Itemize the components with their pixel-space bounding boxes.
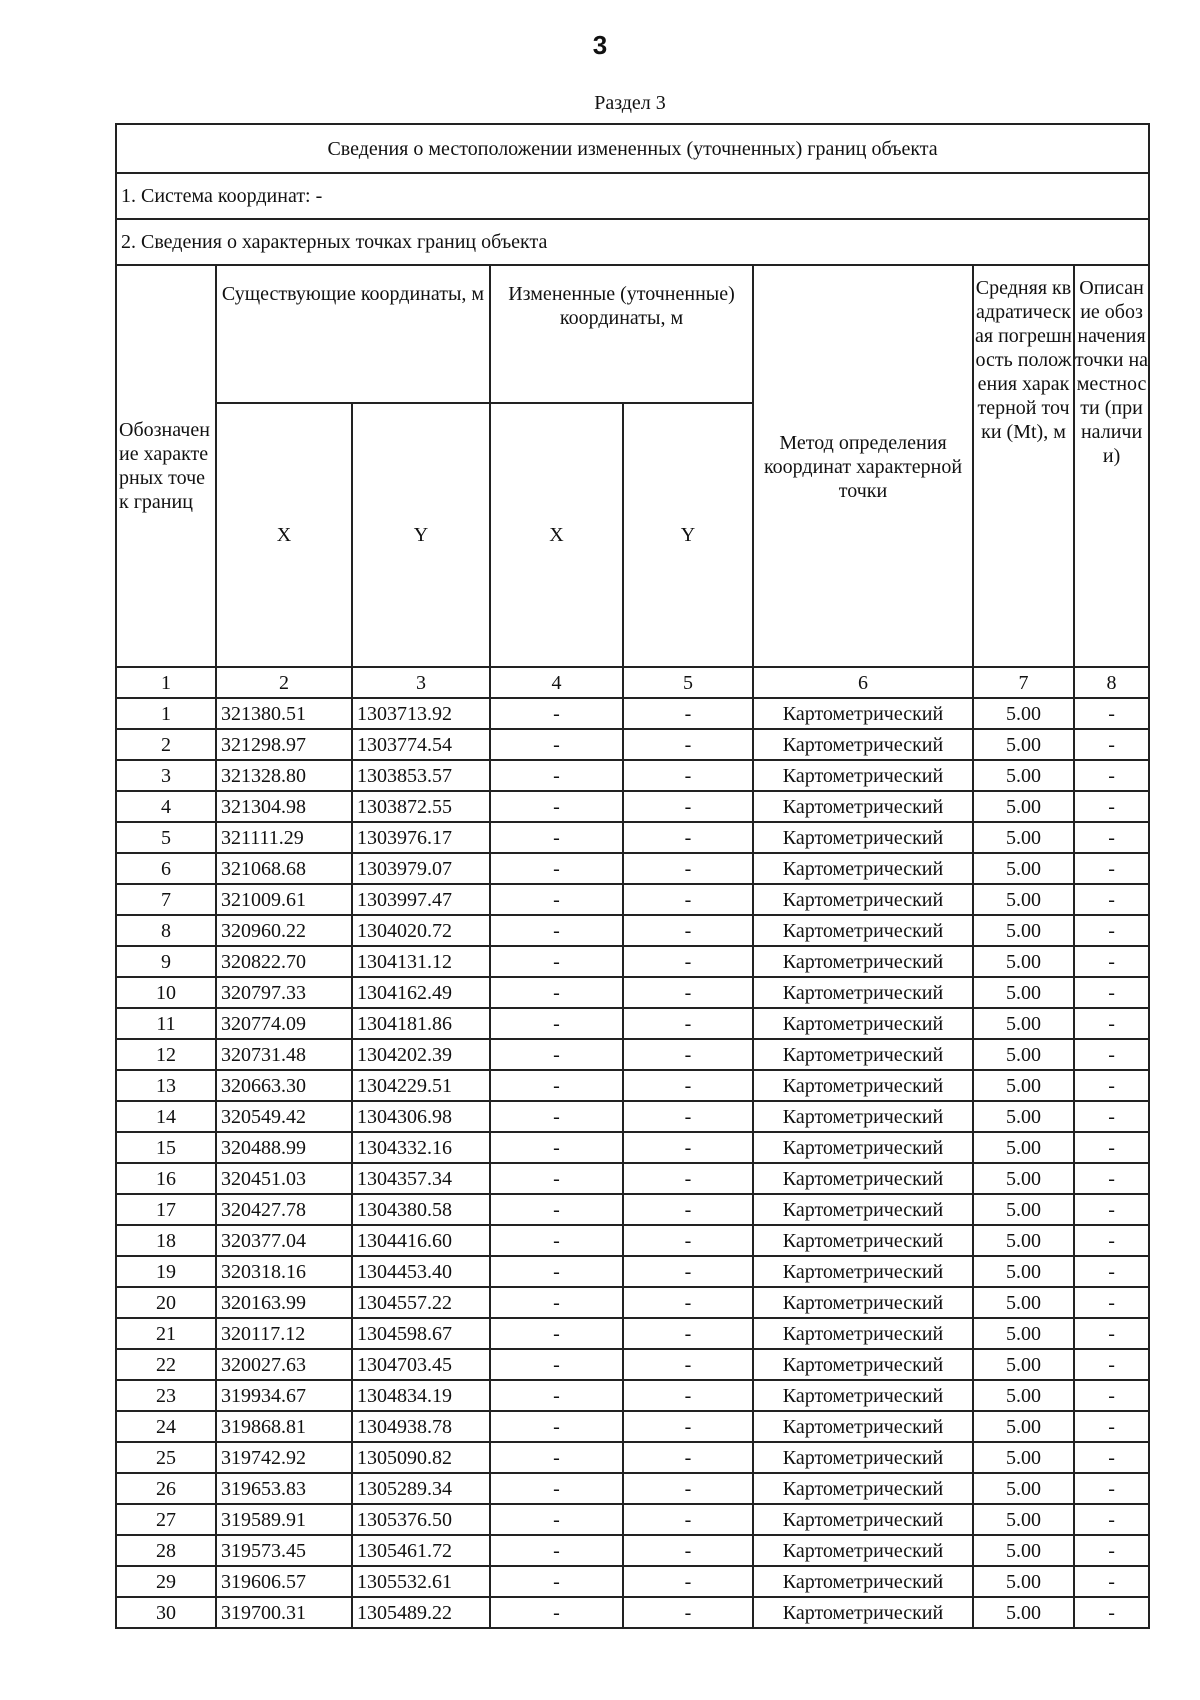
cell-mean-error: 5.00	[973, 1101, 1074, 1132]
table-row	[116, 1287, 1149, 1318]
cell-existing-y: 1305376.50	[352, 1504, 490, 1535]
cell-existing-x: 321328.80	[216, 760, 352, 791]
cell-existing-y: 1305461.72	[352, 1535, 490, 1566]
cell-description: -	[1074, 1163, 1149, 1194]
table-row	[116, 1163, 1149, 1194]
cell-method: Картометрический	[753, 946, 973, 977]
cell-changed-y: -	[623, 1039, 753, 1070]
cell-description: -	[1074, 729, 1149, 760]
cell-mean-error: 5.00	[973, 1318, 1074, 1349]
cell-method: Картометрический	[753, 1473, 973, 1504]
cell-changed-y: -	[623, 1380, 753, 1411]
cell-method: Картометрический	[753, 977, 973, 1008]
cell-method: Картометрический	[753, 1039, 973, 1070]
table-row	[116, 1225, 1149, 1256]
cell-existing-x: 320822.70	[216, 946, 352, 977]
cell-changed-y: -	[623, 1349, 753, 1380]
cell-mean-error: 5.00	[973, 1194, 1074, 1225]
cell-existing-y: 1303853.57	[352, 760, 490, 791]
cell-existing-y: 1304306.98	[352, 1101, 490, 1132]
cell-point-number: 1	[116, 698, 216, 729]
cell-method: Картометрический	[753, 853, 973, 884]
cell-changed-y: -	[623, 1070, 753, 1101]
page-number: 3	[592, 30, 608, 60]
cell-existing-x: 320318.16	[216, 1256, 352, 1287]
cell-point-number: 19	[116, 1256, 216, 1287]
cell-mean-error: 5.00	[973, 1473, 1074, 1504]
cell-existing-y: 1303979.07	[352, 853, 490, 884]
cell-existing-y: 1304131.12	[352, 946, 490, 977]
cell-mean-error: 5.00	[973, 1039, 1074, 1070]
cell-mean-error: 5.00	[973, 1163, 1074, 1194]
cell-changed-x: -	[490, 729, 623, 760]
table-row	[116, 977, 1149, 1008]
cell-changed-y: -	[623, 884, 753, 915]
cell-existing-x: 321380.51	[216, 698, 352, 729]
cell-existing-x: 320488.99	[216, 1132, 352, 1163]
cell-existing-x: 319653.83	[216, 1473, 352, 1504]
cell-existing-x: 320163.99	[216, 1287, 352, 1318]
cell-method: Картометрический	[753, 1318, 973, 1349]
cell-changed-x: -	[490, 1349, 623, 1380]
cell-mean-error: 5.00	[973, 1008, 1074, 1039]
cell-changed-y: -	[623, 1535, 753, 1566]
cell-mean-error: 5.00	[973, 791, 1074, 822]
header-method: Метод определения координат характерной точки	[753, 265, 973, 667]
table-row	[116, 698, 1149, 729]
cell-existing-x: 320797.33	[216, 977, 352, 1008]
cell-existing-x: 320960.22	[216, 915, 352, 946]
cell-existing-x: 320451.03	[216, 1163, 352, 1194]
cell-mean-error: 5.00	[973, 1287, 1074, 1318]
cell-changed-x: -	[490, 1008, 623, 1039]
cell-point-number: 21	[116, 1318, 216, 1349]
cell-method: Картометрический	[753, 1101, 973, 1132]
cell-mean-error: 5.00	[973, 698, 1074, 729]
cell-existing-x: 320427.78	[216, 1194, 352, 1225]
cell-existing-y: 1304357.34	[352, 1163, 490, 1194]
column-number: 5	[623, 667, 753, 698]
cell-existing-x: 319606.57	[216, 1566, 352, 1597]
cell-existing-y: 1304938.78	[352, 1411, 490, 1442]
cell-description: -	[1074, 884, 1149, 915]
cell-changed-y: -	[623, 791, 753, 822]
cell-existing-x: 319700.31	[216, 1597, 352, 1628]
cell-changed-y: -	[623, 1008, 753, 1039]
cell-changed-y: -	[623, 729, 753, 760]
cell-existing-y: 1304202.39	[352, 1039, 490, 1070]
header-existing-y: Y	[352, 403, 490, 667]
coordinate-system: 1. Система координат: -	[116, 173, 1149, 219]
header-point-designation: Обозначение характерных точек границ	[116, 265, 216, 667]
cell-changed-y: -	[623, 1566, 753, 1597]
cell-mean-error: 5.00	[973, 1349, 1074, 1380]
cell-description: -	[1074, 1504, 1149, 1535]
cell-description: -	[1074, 1411, 1149, 1442]
cell-existing-x: 319934.67	[216, 1380, 352, 1411]
table-row	[116, 1504, 1149, 1535]
cell-method: Картометрический	[753, 1256, 973, 1287]
cell-description: -	[1074, 1039, 1149, 1070]
cell-changed-y: -	[623, 1163, 753, 1194]
table-row	[116, 1597, 1149, 1628]
cell-method: Картометрический	[753, 1287, 973, 1318]
cell-existing-y: 1304834.19	[352, 1380, 490, 1411]
cell-existing-x: 319868.81	[216, 1411, 352, 1442]
table-row	[116, 760, 1149, 791]
cell-point-number: 15	[116, 1132, 216, 1163]
cell-method: Картометрический	[753, 729, 973, 760]
cell-description: -	[1074, 1194, 1149, 1225]
cell-method: Картометрический	[753, 1349, 973, 1380]
cell-description: -	[1074, 1008, 1149, 1039]
boundary-points-table	[115, 123, 1150, 1629]
cell-changed-x: -	[490, 1070, 623, 1101]
cell-mean-error: 5.00	[973, 1132, 1074, 1163]
table-row	[116, 1535, 1149, 1566]
cell-changed-x: -	[490, 1132, 623, 1163]
cell-changed-x: -	[490, 1225, 623, 1256]
header-changed-coordinates: Измененные (уточненные) координаты, м	[490, 265, 753, 403]
column-number: 3	[352, 667, 490, 698]
cell-changed-x: -	[490, 1039, 623, 1070]
cell-point-number: 5	[116, 822, 216, 853]
cell-point-number: 25	[116, 1442, 216, 1473]
cell-description: -	[1074, 791, 1149, 822]
cell-changed-y: -	[623, 1256, 753, 1287]
cell-mean-error: 5.00	[973, 1442, 1074, 1473]
cell-description: -	[1074, 1225, 1149, 1256]
cell-existing-y: 1304416.60	[352, 1225, 490, 1256]
cell-method: Картометрический	[753, 698, 973, 729]
table-row	[116, 853, 1149, 884]
cell-point-number: 26	[116, 1473, 216, 1504]
cell-changed-y: -	[623, 1101, 753, 1132]
cell-method: Картометрический	[753, 1597, 973, 1628]
cell-changed-y: -	[623, 853, 753, 884]
table-row	[116, 1101, 1149, 1132]
table-row	[116, 946, 1149, 977]
cell-method: Картометрический	[753, 822, 973, 853]
table-row	[116, 1256, 1149, 1287]
cell-existing-y: 1305090.82	[352, 1442, 490, 1473]
cell-changed-x: -	[490, 760, 623, 791]
cell-point-number: 20	[116, 1287, 216, 1318]
cell-description: -	[1074, 760, 1149, 791]
cell-existing-y: 1303976.17	[352, 822, 490, 853]
cell-changed-y: -	[623, 1442, 753, 1473]
table-row	[116, 1194, 1149, 1225]
cell-changed-y: -	[623, 1411, 753, 1442]
cell-existing-y: 1303774.54	[352, 729, 490, 760]
cell-point-number: 13	[116, 1070, 216, 1101]
cell-mean-error: 5.00	[973, 1535, 1074, 1566]
cell-mean-error: 5.00	[973, 1504, 1074, 1535]
cell-point-number: 28	[116, 1535, 216, 1566]
cell-mean-error: 5.00	[973, 1256, 1074, 1287]
cell-existing-x: 321009.61	[216, 884, 352, 915]
cell-existing-x: 321304.98	[216, 791, 352, 822]
cell-changed-x: -	[490, 1101, 623, 1132]
cell-existing-x: 320663.30	[216, 1070, 352, 1101]
table-row	[116, 1566, 1149, 1597]
cell-changed-x: -	[490, 884, 623, 915]
cell-point-number: 10	[116, 977, 216, 1008]
cell-changed-x: -	[490, 1473, 623, 1504]
cell-description: -	[1074, 822, 1149, 853]
cell-existing-y: 1304380.58	[352, 1194, 490, 1225]
cell-mean-error: 5.00	[973, 822, 1074, 853]
table-row	[116, 884, 1149, 915]
cell-point-number: 12	[116, 1039, 216, 1070]
cell-changed-y: -	[623, 1597, 753, 1628]
cell-mean-error: 5.00	[973, 853, 1074, 884]
cell-method: Картометрический	[753, 1442, 973, 1473]
table-row	[116, 1442, 1149, 1473]
cell-existing-x: 321068.68	[216, 853, 352, 884]
cell-method: Картометрический	[753, 1566, 973, 1597]
cell-changed-y: -	[623, 1194, 753, 1225]
header-changed-x: X	[490, 403, 623, 667]
cell-point-number: 18	[116, 1225, 216, 1256]
cell-changed-y: -	[623, 1473, 753, 1504]
cell-description: -	[1074, 1535, 1149, 1566]
cell-mean-error: 5.00	[973, 1225, 1074, 1256]
points-info-heading: 2. Сведения о характерных точках границ объекта	[116, 219, 1149, 265]
cell-changed-x: -	[490, 1380, 623, 1411]
cell-description: -	[1074, 1318, 1149, 1349]
cell-point-number: 2	[116, 729, 216, 760]
cell-point-number: 24	[116, 1411, 216, 1442]
table-row	[116, 1039, 1149, 1070]
cell-method: Картометрический	[753, 884, 973, 915]
cell-existing-y: 1304703.45	[352, 1349, 490, 1380]
table-row	[116, 1132, 1149, 1163]
table-row	[116, 1070, 1149, 1101]
header-existing-coordinates: Существующие координаты, м	[216, 265, 490, 403]
cell-existing-x: 320549.42	[216, 1101, 352, 1132]
cell-changed-y: -	[623, 1225, 753, 1256]
column-number: 6	[753, 667, 973, 698]
cell-description: -	[1074, 1287, 1149, 1318]
cell-description: -	[1074, 1070, 1149, 1101]
cell-mean-error: 5.00	[973, 915, 1074, 946]
cell-changed-x: -	[490, 1256, 623, 1287]
cell-existing-y: 1304557.22	[352, 1287, 490, 1318]
cell-description: -	[1074, 977, 1149, 1008]
cell-changed-x: -	[490, 1535, 623, 1566]
cell-changed-x: -	[490, 1287, 623, 1318]
cell-description: -	[1074, 1442, 1149, 1473]
column-number: 8	[1074, 667, 1149, 698]
table-row	[116, 1411, 1149, 1442]
cell-existing-x: 319589.91	[216, 1504, 352, 1535]
cell-description: -	[1074, 853, 1149, 884]
cell-mean-error: 5.00	[973, 1597, 1074, 1628]
table-row	[116, 1380, 1149, 1411]
cell-point-number: 29	[116, 1566, 216, 1597]
table-row	[116, 822, 1149, 853]
cell-existing-x: 321298.97	[216, 729, 352, 760]
cell-mean-error: 5.00	[973, 977, 1074, 1008]
cell-existing-y: 1304229.51	[352, 1070, 490, 1101]
table-row	[116, 791, 1149, 822]
cell-description: -	[1074, 1132, 1149, 1163]
cell-changed-y: -	[623, 1318, 753, 1349]
section-title: Раздел 3	[594, 92, 666, 114]
cell-method: Картометрический	[753, 1070, 973, 1101]
cell-existing-x: 320027.63	[216, 1349, 352, 1380]
cell-changed-y: -	[623, 1504, 753, 1535]
cell-point-number: 6	[116, 853, 216, 884]
cell-changed-x: -	[490, 1597, 623, 1628]
cell-method: Картометрический	[753, 1163, 973, 1194]
cell-method: Картометрический	[753, 760, 973, 791]
table-row	[116, 1318, 1149, 1349]
cell-point-number: 8	[116, 915, 216, 946]
cell-description: -	[1074, 915, 1149, 946]
cell-changed-x: -	[490, 1194, 623, 1225]
table-row	[116, 1473, 1149, 1504]
cell-changed-x: -	[490, 977, 623, 1008]
cell-existing-y: 1303713.92	[352, 698, 490, 729]
cell-point-number: 4	[116, 791, 216, 822]
cell-point-number: 11	[116, 1008, 216, 1039]
cell-mean-error: 5.00	[973, 729, 1074, 760]
table-row	[116, 729, 1149, 760]
cell-changed-x: -	[490, 1504, 623, 1535]
cell-changed-x: -	[490, 1442, 623, 1473]
table-row	[116, 1349, 1149, 1380]
cell-point-number: 9	[116, 946, 216, 977]
cell-description: -	[1074, 1473, 1149, 1504]
cell-changed-x: -	[490, 791, 623, 822]
cell-description: -	[1074, 1566, 1149, 1597]
cell-point-number: 16	[116, 1163, 216, 1194]
cell-point-number: 17	[116, 1194, 216, 1225]
cell-existing-y: 1304181.86	[352, 1008, 490, 1039]
cell-existing-x: 320731.48	[216, 1039, 352, 1070]
cell-description: -	[1074, 1380, 1149, 1411]
cell-existing-y: 1305532.61	[352, 1566, 490, 1597]
cell-existing-x: 319742.92	[216, 1442, 352, 1473]
table-title: Сведения о местоположении измененных (уточненных) границ объекта	[116, 124, 1149, 173]
cell-method: Картометрический	[753, 915, 973, 946]
cell-mean-error: 5.00	[973, 1070, 1074, 1101]
cell-mean-error: 5.00	[973, 946, 1074, 977]
cell-description: -	[1074, 1597, 1149, 1628]
cell-existing-y: 1303997.47	[352, 884, 490, 915]
cell-method: Картометрический	[753, 1008, 973, 1039]
cell-method: Картометрический	[753, 791, 973, 822]
cell-existing-x: 321111.29	[216, 822, 352, 853]
cell-method: Картометрический	[753, 1132, 973, 1163]
cell-changed-x: -	[490, 853, 623, 884]
header-error: Средняя квадратическая погрешность положения характерной точки (Mt), м	[973, 265, 1074, 667]
cell-existing-y: 1304162.49	[352, 977, 490, 1008]
cell-point-number: 22	[116, 1349, 216, 1380]
cell-method: Картометрический	[753, 1225, 973, 1256]
column-number: 7	[973, 667, 1074, 698]
cell-changed-y: -	[623, 915, 753, 946]
cell-existing-y: 1304332.16	[352, 1132, 490, 1163]
cell-existing-x: 320774.09	[216, 1008, 352, 1039]
cell-mean-error: 5.00	[973, 884, 1074, 915]
cell-existing-y: 1303872.55	[352, 791, 490, 822]
cell-description: -	[1074, 1256, 1149, 1287]
cell-changed-y: -	[623, 977, 753, 1008]
cell-changed-y: -	[623, 1287, 753, 1318]
column-number: 2	[216, 667, 352, 698]
cell-changed-x: -	[490, 1163, 623, 1194]
cell-existing-y: 1305289.34	[352, 1473, 490, 1504]
cell-changed-x: -	[490, 698, 623, 729]
cell-changed-x: -	[490, 1318, 623, 1349]
cell-method: Картометрический	[753, 1535, 973, 1566]
cell-point-number: 30	[116, 1597, 216, 1628]
column-number: 4	[490, 667, 623, 698]
cell-existing-x: 320117.12	[216, 1318, 352, 1349]
cell-method: Картометрический	[753, 1380, 973, 1411]
table-row	[116, 915, 1149, 946]
cell-changed-x: -	[490, 1411, 623, 1442]
cell-changed-x: -	[490, 915, 623, 946]
cell-existing-x: 320377.04	[216, 1225, 352, 1256]
cell-changed-x: -	[490, 1566, 623, 1597]
cell-point-number: 7	[116, 884, 216, 915]
cell-changed-y: -	[623, 698, 753, 729]
cell-changed-y: -	[623, 946, 753, 977]
cell-point-number: 14	[116, 1101, 216, 1132]
cell-changed-y: -	[623, 1132, 753, 1163]
cell-point-number: 23	[116, 1380, 216, 1411]
column-numbers-row	[116, 667, 1149, 698]
cell-existing-x: 319573.45	[216, 1535, 352, 1566]
column-number: 1	[116, 667, 216, 698]
table-row	[116, 1008, 1149, 1039]
cell-existing-y: 1304453.40	[352, 1256, 490, 1287]
cell-existing-y: 1305489.22	[352, 1597, 490, 1628]
cell-method: Картометрический	[753, 1411, 973, 1442]
cell-existing-y: 1304020.72	[352, 915, 490, 946]
cell-description: -	[1074, 946, 1149, 977]
cell-description: -	[1074, 1101, 1149, 1132]
cell-mean-error: 5.00	[973, 760, 1074, 791]
cell-method: Картометрический	[753, 1504, 973, 1535]
cell-mean-error: 5.00	[973, 1380, 1074, 1411]
cell-description: -	[1074, 698, 1149, 729]
cell-point-number: 3	[116, 760, 216, 791]
header-existing-x: X	[216, 403, 352, 667]
cell-mean-error: 5.00	[973, 1411, 1074, 1442]
cell-changed-y: -	[623, 822, 753, 853]
cell-existing-y: 1304598.67	[352, 1318, 490, 1349]
cell-point-number: 27	[116, 1504, 216, 1535]
cell-changed-x: -	[490, 822, 623, 853]
cell-changed-y: -	[623, 760, 753, 791]
cell-mean-error: 5.00	[973, 1566, 1074, 1597]
header-changed-y: Y	[623, 403, 753, 667]
cell-method: Картометрический	[753, 1194, 973, 1225]
cell-description: -	[1074, 1349, 1149, 1380]
cell-changed-x: -	[490, 946, 623, 977]
header-description: Описание обозначения точки на местности (при наличии)	[1074, 265, 1149, 667]
